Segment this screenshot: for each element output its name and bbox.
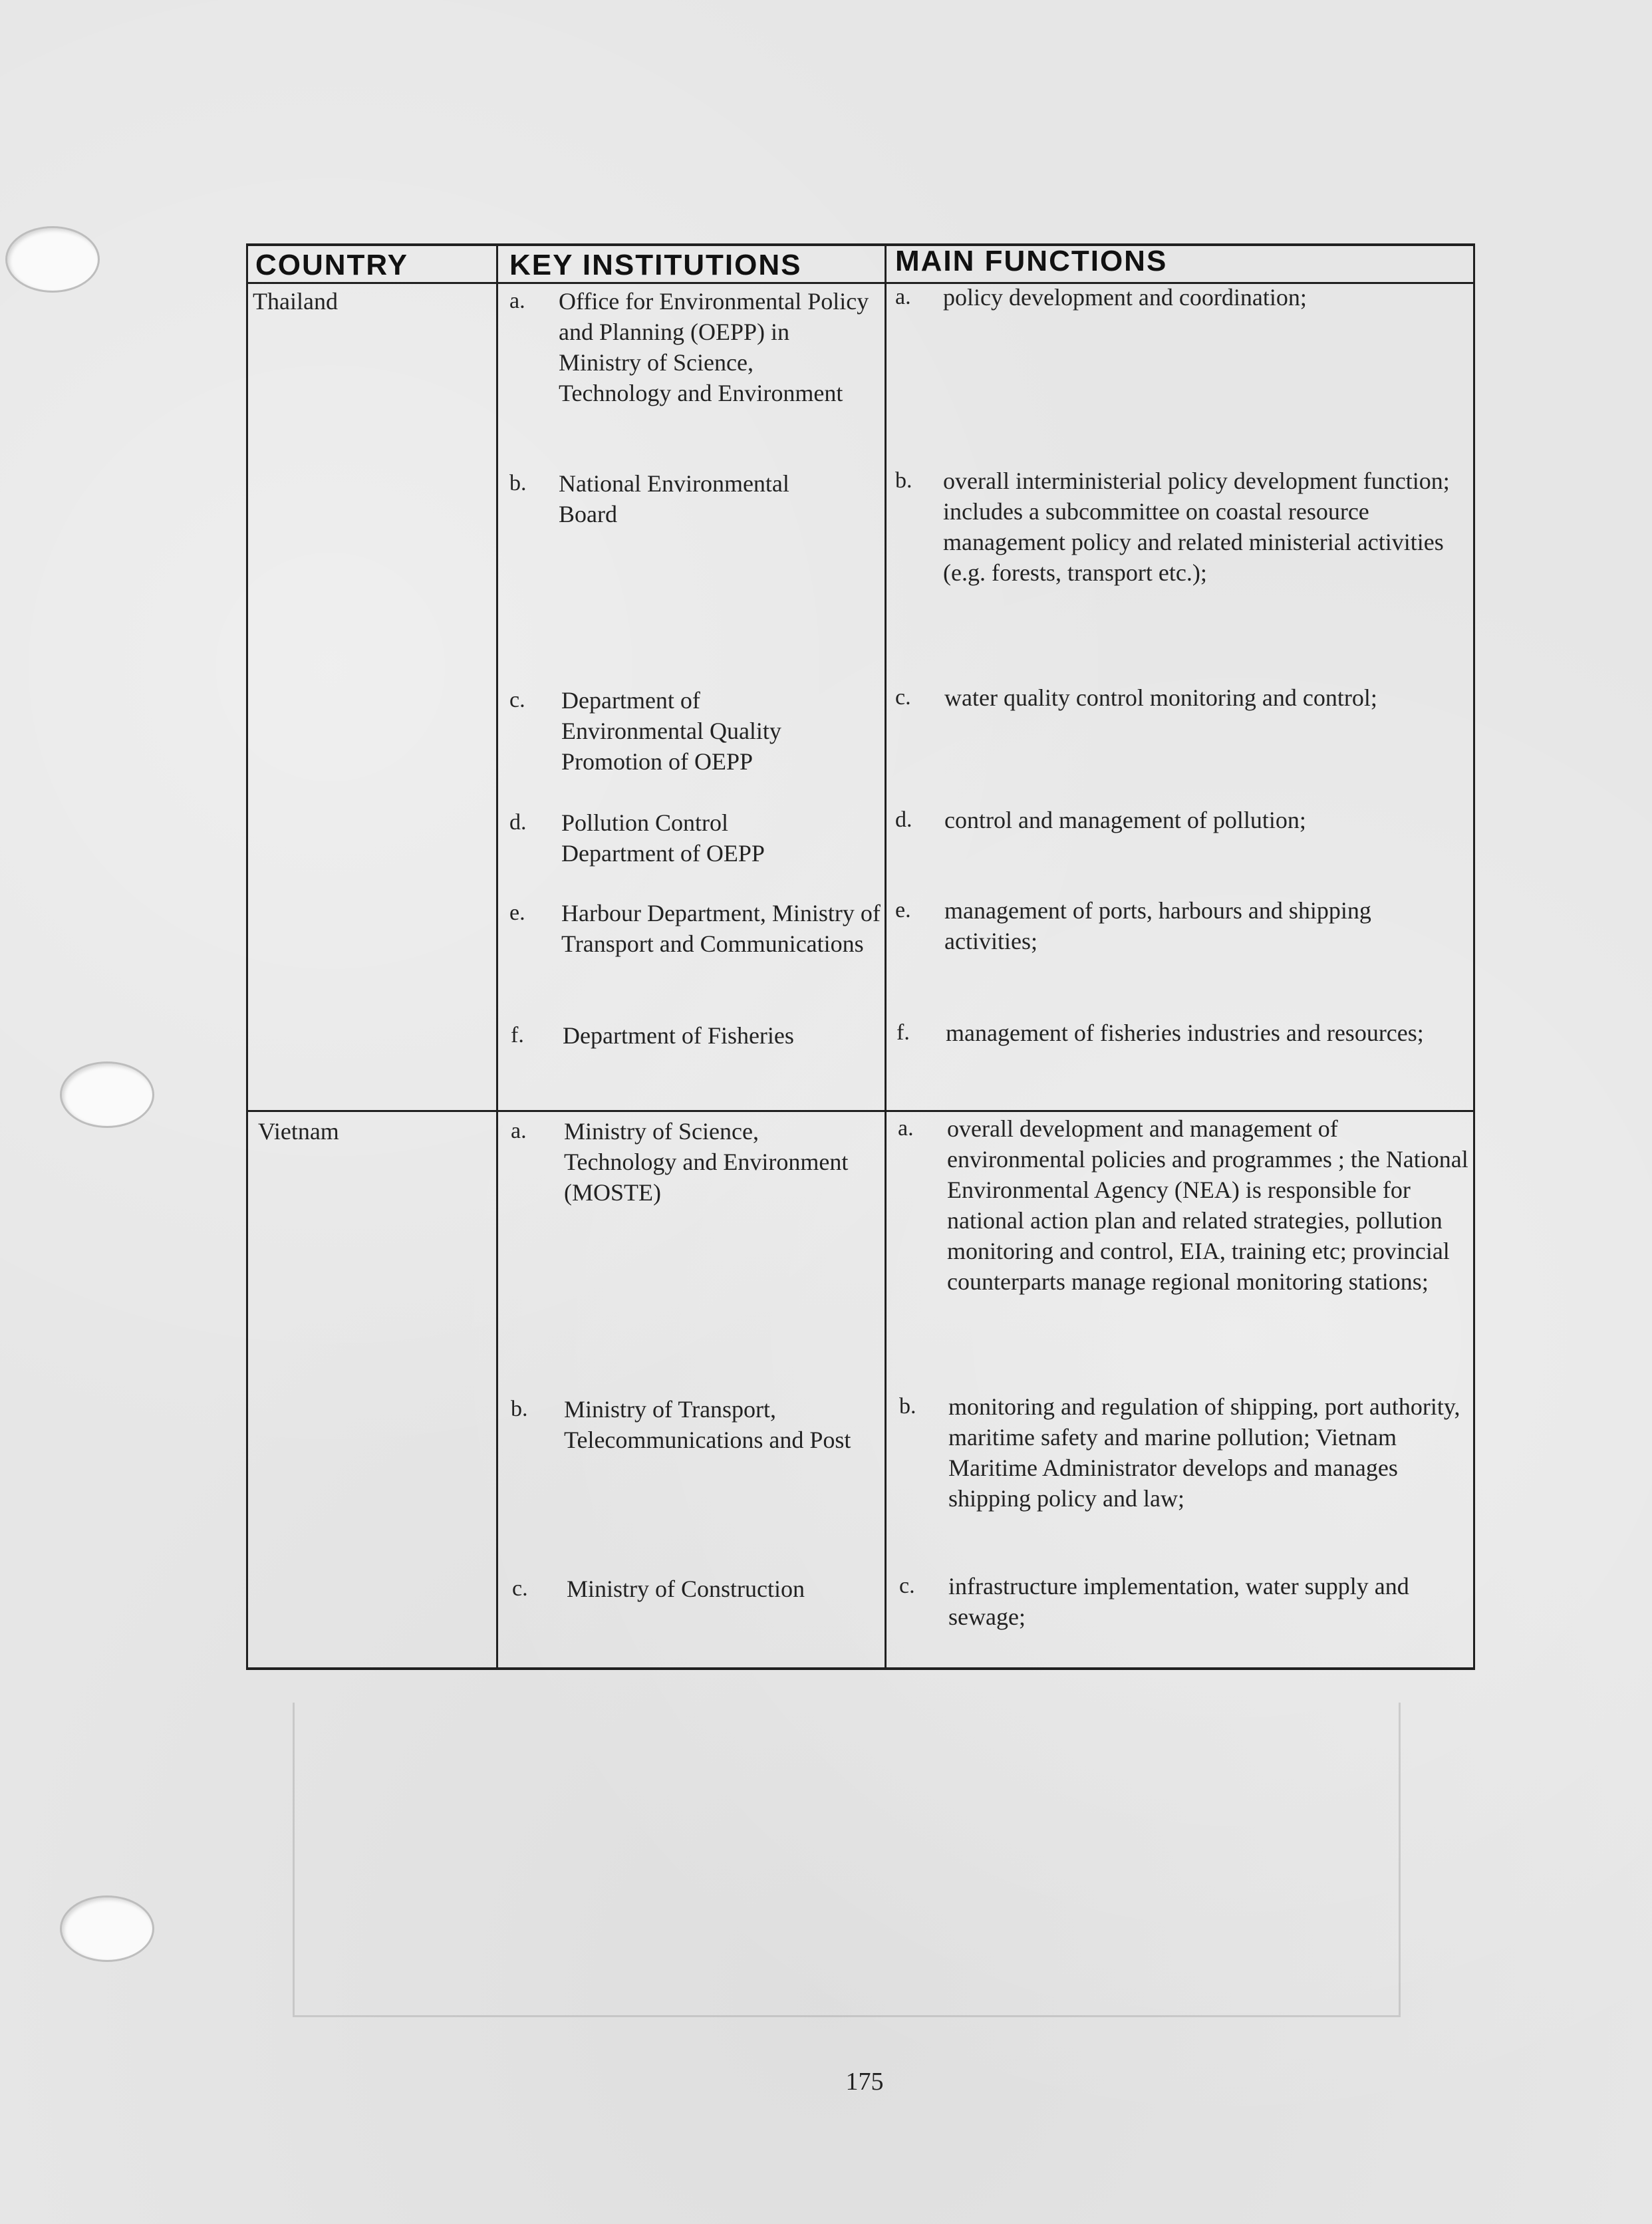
institution-text: Department of Environmental Quality Promotion of OEPP — [561, 687, 781, 775]
institution-letter: a. — [511, 1119, 527, 1143]
institution-letter: b. — [509, 471, 527, 495]
institution-text: Office for Environmental Policy and Planning (OEPP) in Ministry of Science, Technology and Environment — [559, 288, 869, 406]
institution-letter: d. — [509, 810, 527, 835]
table-right-border — [1473, 243, 1475, 1670]
table-bottom-border — [246, 1667, 1475, 1670]
institution-letter: e. — [509, 901, 525, 925]
institution-text: Department of Fisheries — [563, 1022, 794, 1049]
page-number: 175 — [845, 2068, 884, 2096]
header-country: COUNTRY — [255, 249, 408, 281]
table-left-border — [246, 243, 248, 1670]
country-vietnam: Vietnam — [258, 1118, 339, 1145]
function-text: policy development and coordination; — [943, 284, 1307, 311]
function-text: overall interministerial policy development function; includes a subcommittee on coastal resource management policy and related ministerial activities (e.g. forests, transport etc.); — [943, 468, 1450, 586]
function-letter: b. — [895, 468, 912, 493]
function-letter: d. — [895, 807, 912, 832]
institution-letter: c. — [509, 688, 525, 712]
institution-letter: c. — [512, 1576, 528, 1601]
header-main-functions: MAIN FUNCTIONS — [895, 245, 1168, 277]
institution-text: Pollution Control Department of OEPP — [561, 809, 765, 867]
column-divider-1 — [496, 243, 498, 1670]
function-text: management of ports, harbours and shipping activities; — [944, 897, 1371, 954]
function-text: infrastructure implementation, water supply and sewage; — [948, 1573, 1409, 1630]
institution-text: National Environmental Board — [559, 470, 789, 527]
function-letter: b. — [899, 1394, 916, 1419]
function-text: management of fisheries industries and resources; — [946, 1020, 1424, 1046]
institution-letter: f. — [511, 1023, 524, 1047]
row-divider — [246, 1110, 1475, 1112]
table-top-border — [246, 243, 1475, 246]
institutions-table — [246, 243, 1475, 1670]
function-letter: e. — [895, 898, 911, 922]
column-divider-2 — [885, 243, 887, 1670]
institution-letter: a. — [509, 289, 525, 313]
punch-hole-top — [5, 226, 100, 293]
function-text: monitoring and regulation of shipping, port authority, maritime safety and marine pollution; Vietnam Maritime Administrator develops and manages shipping policy and law; — [948, 1393, 1460, 1512]
function-letter: a. — [898, 1116, 914, 1141]
country-thailand: Thailand — [253, 288, 338, 315]
function-text: control and management of pollution; — [944, 807, 1306, 833]
function-letter: a. — [895, 285, 911, 309]
function-letter: c. — [899, 1574, 915, 1598]
function-text: water quality control monitoring and control; — [944, 684, 1377, 711]
institution-text: Ministry of Construction — [567, 1576, 805, 1602]
institution-text: Ministry of Science, Technology and Environment (MOSTE) — [564, 1118, 849, 1206]
header-key-institutions: KEY INSTITUTIONS — [509, 249, 802, 281]
institution-text: Ministry of Transport, Telecommunications and Post — [564, 1396, 851, 1453]
punch-hole-bottom — [60, 1895, 154, 1962]
institution-text: Harbour Department, Ministry of Transport and Communications — [561, 900, 881, 957]
function-letter: c. — [895, 685, 911, 710]
bleed-through-box — [293, 1703, 1401, 2017]
punch-hole-middle — [60, 1061, 154, 1128]
function-text: overall development and management of environmental policies and programmes ; the National Environmental Agency (NEA) is responsible for national action plan and related strategies, pollution monitoring and control, EIA, training etc; provincial counterparts manage regional monitoring stations; — [947, 1115, 1468, 1295]
function-letter: f. — [896, 1020, 910, 1045]
institution-letter: b. — [511, 1397, 528, 1421]
